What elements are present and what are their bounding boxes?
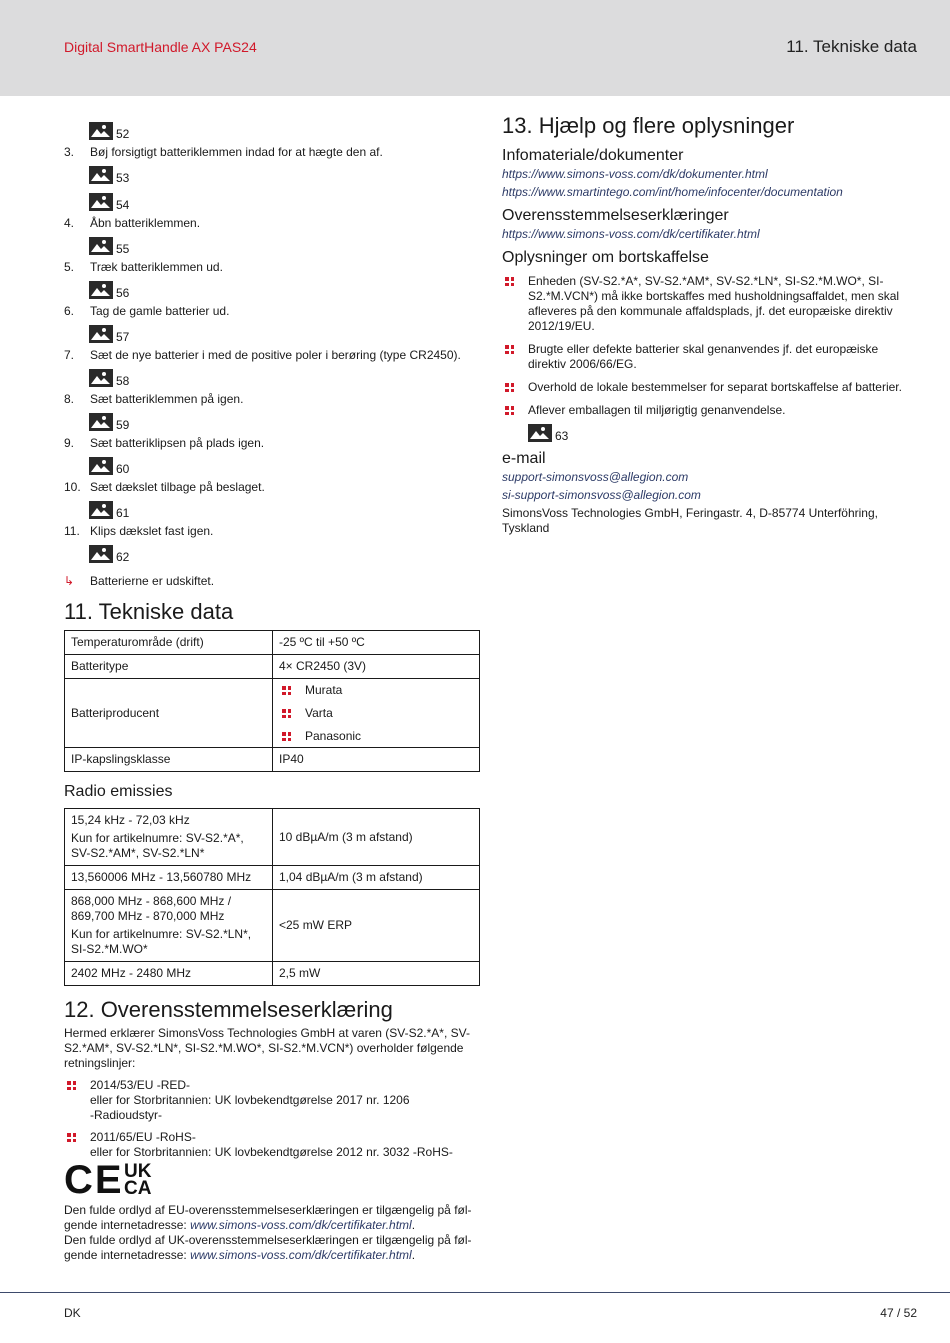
step-text: Sæt batteriklemmen på igen. (90, 392, 244, 406)
email-links (502, 470, 918, 503)
table-cell: 2402 MHz - 2480 MHz (65, 962, 273, 986)
help-heading: 13. Hjælp og flere oplysninger (502, 113, 795, 138)
image-placeholder-icon (89, 413, 113, 431)
figure-55 (89, 231, 482, 255)
eu-certificate-link[interactable]: www.simons-voss.com/dk/certifikater.html (190, 1218, 412, 1232)
list-item (502, 380, 918, 395)
list-item (502, 342, 918, 372)
figure-57 (89, 319, 482, 343)
figure-number: 63 (555, 429, 569, 443)
conformity-intro: Hermed erklærer SimonsVoss Technologies GmbH at varen (SV-S2.*A*, SV-S2.*AM*, SV-S2.*LN*, SI-S2.*M.WO*, SI-S2.*M.VCN*) overholder følgende retningslinjer: (64, 1026, 470, 1070)
step-number: 10. (64, 480, 81, 494)
period: . (411, 1248, 416, 1262)
directive-line: eller for Storbritannien: UK lovbekendtgørelse 2017 nr. 1206 (90, 1093, 410, 1107)
table-cell: 10 dBµA/m (3 m afstand) (273, 809, 480, 866)
step-text: Tag de gamle batterier ud. (90, 304, 230, 318)
step-text: Sæt de nye batterier i med de positive poler i berøring (type CR2450). (90, 348, 461, 362)
page-number: 47 / 52 (880, 1306, 917, 1320)
step-text: Åbn batteriklemmen. (90, 216, 201, 230)
table-row (65, 890, 480, 962)
producer-name: Murata (305, 683, 343, 697)
table-cell: IP-kapslingsklasse (65, 748, 273, 772)
footer-divider (0, 1292, 950, 1293)
list-item (64, 1130, 482, 1160)
figure-number: 56 (116, 286, 130, 300)
step-text: Sæt dækslet tilbage på beslaget. (90, 480, 265, 494)
bullet-icon (282, 686, 291, 695)
uk-declaration-label: Den fulde ordlyd af UK-overensstemmelseserklæringen er tilgængelig på føl-gende internetadresse: (64, 1233, 472, 1262)
list-item (502, 274, 918, 334)
step-result (64, 574, 482, 589)
frequency-note: Kun for artikelnumre: SV-S2.*A*, SV-S2.*AM*, SV-S2.*LN* (71, 831, 244, 860)
figure-61 (89, 495, 482, 519)
table-cell: Batteritype (65, 655, 273, 679)
si-support-email-link[interactable]: si-support-simonsvoss@allegion.com (502, 488, 701, 502)
step-4 (64, 216, 482, 231)
support-email-link[interactable]: support-simonsvoss@allegion.com (502, 470, 689, 484)
list-item (279, 683, 473, 698)
page-header (0, 0, 950, 96)
table-cell (273, 679, 480, 748)
directive-line: -Radioudstyr- (90, 1108, 163, 1122)
image-placeholder-icon (89, 237, 113, 255)
disposal-text: Aflever emballagen til miljørigtig genanvendelse. (528, 403, 786, 417)
table-cell: -25 ºC til +50 ºC (273, 631, 480, 655)
eu-declaration-text (64, 1203, 482, 1233)
figure-number: 60 (116, 462, 130, 476)
disposal-heading: Oplysninger om bortskaffelse (502, 249, 709, 266)
tech-data-table (64, 630, 480, 772)
step-3 (64, 145, 482, 160)
table-cell: Temperaturområde (drift) (65, 631, 273, 655)
table-cell: 1,04 dBµA/m (3 m afstand) (273, 866, 480, 890)
producer-name: Varta (305, 706, 333, 720)
step-8 (64, 392, 482, 407)
step-number: 6. (64, 304, 75, 318)
directive-line: 2011/65/EU -RoHS- (90, 1130, 196, 1144)
image-placeholder-icon (89, 369, 113, 387)
step-10 (64, 480, 482, 495)
bullet-icon (505, 345, 514, 354)
figure-number: 59 (116, 418, 130, 432)
bullet-icon (505, 406, 514, 415)
figure-number: 55 (116, 242, 130, 256)
table-cell (65, 890, 273, 962)
frequency-range: 15,24 kHz - 72,03 kHz (71, 813, 190, 827)
info-links (502, 167, 918, 200)
uk-certificate-link[interactable]: www.simons-voss.com/dk/certifikater.html (190, 1248, 412, 1262)
step-6 (64, 304, 482, 319)
step-number: 3. (64, 145, 75, 159)
table-cell: Batteriproducent (65, 679, 273, 748)
directive-line: 2014/53/EU -RED- (90, 1078, 191, 1092)
frequency-range: 868,000 MHz - 868,600 MHz / 869,700 MHz - 870,000 MHz (71, 894, 232, 923)
directive-line: eller for Storbritannien: UK lovbekendtgørelse 2012 nr. 3032 -RoHS- (90, 1145, 453, 1159)
step-number: 8. (64, 392, 75, 406)
figure-62 (89, 539, 482, 563)
step-number: 5. (64, 260, 75, 274)
document-title: Digital SmartHandle AX PAS24 (64, 39, 257, 55)
image-placeholder-icon (89, 325, 113, 343)
infocenter-link[interactable]: https://www.smartintego.com/int/home/infocenter/documentation (502, 185, 843, 199)
figure-number: 58 (116, 374, 130, 388)
table-row (65, 809, 480, 866)
footer-language: DK (64, 1306, 81, 1320)
figure-number: 54 (116, 198, 130, 212)
bullet-icon (67, 1133, 76, 1142)
table-row (65, 748, 480, 772)
image-placeholder-icon (89, 545, 113, 563)
conformity-heading: 12. Overensstemmelseserklæring (64, 997, 393, 1022)
figure-60 (89, 451, 482, 475)
figure-59 (89, 407, 482, 431)
figure-number: 52 (116, 127, 130, 141)
bullet-icon (67, 1081, 76, 1090)
eu-declaration-label: Den fulde ordlyd af EU-overensstemmelseserklæringen er tilgængelig på føl-gende internetadresse: (64, 1203, 472, 1232)
step-number: 9. (64, 436, 75, 450)
step-number: 4. (64, 216, 75, 230)
tech-data-heading: 11. Tekniske data (64, 599, 234, 624)
list-item (64, 1078, 482, 1123)
disposal-text: Enheden (SV-S2.*A*, SV-S2.*AM*, SV-S2.*LN*, SI-S2.*M.WO*, SI-S2.*M.VCN*) må ikke bortskaffes med husholdningsaffaldet, men skal afleveres på den kommunale affaldsplads, jf. det europæiske direktiv 2012/19/EU. (528, 274, 900, 333)
disposal-text: Overhold de lokale bestemmelser for separat bortskaffelse af batterier. (528, 380, 902, 394)
conformity-docs-heading: Overensstemmelseserklæringer (502, 207, 729, 224)
image-placeholder-icon (89, 281, 113, 299)
figure-63 (528, 418, 918, 442)
table-cell: <25 mW ERP (273, 890, 480, 962)
bullet-icon (505, 383, 514, 392)
bullet-icon (505, 277, 514, 286)
list-item (279, 729, 473, 744)
certification-marks (64, 1158, 482, 1202)
figure-53 (89, 160, 482, 184)
email-heading: e-mail (502, 450, 546, 467)
certificates-link[interactable]: https://www.simons-voss.com/dk/certifikater.html (502, 227, 760, 241)
radio-emissions-table (64, 808, 480, 986)
figure-56 (89, 275, 482, 299)
table-row (65, 866, 480, 890)
image-placeholder-icon (89, 193, 113, 211)
bullet-icon (282, 709, 291, 718)
radio-emissions-heading: Radio emissies (64, 783, 173, 800)
figure-number: 62 (116, 550, 130, 564)
chapter-title: 11. Tekniske data (786, 37, 917, 56)
step-text: Bøj forsigtigt batteriklemmen indad for at hægte den af. (90, 145, 383, 159)
ce-mark-icon: CE (64, 1158, 124, 1202)
step-9 (64, 436, 482, 451)
left-column (64, 114, 482, 1263)
step-5 (64, 260, 482, 275)
table-cell (65, 809, 273, 866)
image-placeholder-icon (89, 501, 113, 519)
bullet-icon (282, 732, 291, 741)
frequency-note: Kun for artikelnumre: SV-S2.*LN*, SI-S2.*M.WO* (71, 927, 252, 956)
uk-declaration-text (64, 1233, 482, 1263)
step-text: Sæt batteriklipsen på plads igen. (90, 436, 265, 450)
step-text: Klips dækslet fast igen. (90, 524, 214, 538)
image-placeholder-icon (89, 166, 113, 184)
figure-52 (89, 116, 482, 140)
list-item (279, 706, 473, 721)
image-placeholder-icon (528, 424, 552, 442)
table-cell: 2,5 mW (273, 962, 480, 986)
figure-54 (89, 187, 482, 211)
table-row (65, 655, 480, 679)
table-row (65, 962, 480, 986)
step-text: Træk batteriklemmen ud. (90, 260, 223, 274)
figure-number: 61 (116, 506, 130, 520)
image-placeholder-icon (89, 122, 113, 140)
step-number: 7. (64, 348, 75, 362)
table-row (65, 631, 480, 655)
step-7 (64, 348, 482, 363)
period: . (411, 1218, 416, 1232)
documents-link[interactable]: https://www.simons-voss.com/dk/dokumenter.html (502, 167, 768, 181)
disposal-text: Brugte eller defekte batterier skal genanvendes jf. det europæiske direktiv 2006/66/EG. (528, 342, 879, 371)
producer-name: Panasonic (305, 729, 362, 743)
result-arrow-icon: ↳ (64, 574, 75, 588)
right-column (502, 112, 918, 536)
table-cell: 4× CR2450 (3V) (273, 655, 480, 679)
table-cell: 13,560006 MHz - 13,560780 MHz (65, 866, 273, 890)
table-cell: IP40 (273, 748, 480, 772)
figure-number: 57 (116, 330, 130, 344)
list-item (502, 403, 918, 418)
table-row (65, 679, 480, 748)
company-address: SimonsVoss Technologies GmbH, Feringastr. 4, D-85774 Unterföhring, Tyskland (502, 506, 878, 535)
info-material-heading: Infomateriale/dokumenter (502, 147, 684, 164)
result-text: Batterierne er udskiftet. (90, 574, 215, 588)
figure-58 (89, 363, 482, 387)
ukca-mark-icon: UKCA (124, 1161, 152, 1199)
step-number: 11. (64, 524, 80, 538)
figure-number: 53 (116, 171, 130, 185)
image-placeholder-icon (89, 457, 113, 475)
step-11 (64, 524, 482, 539)
